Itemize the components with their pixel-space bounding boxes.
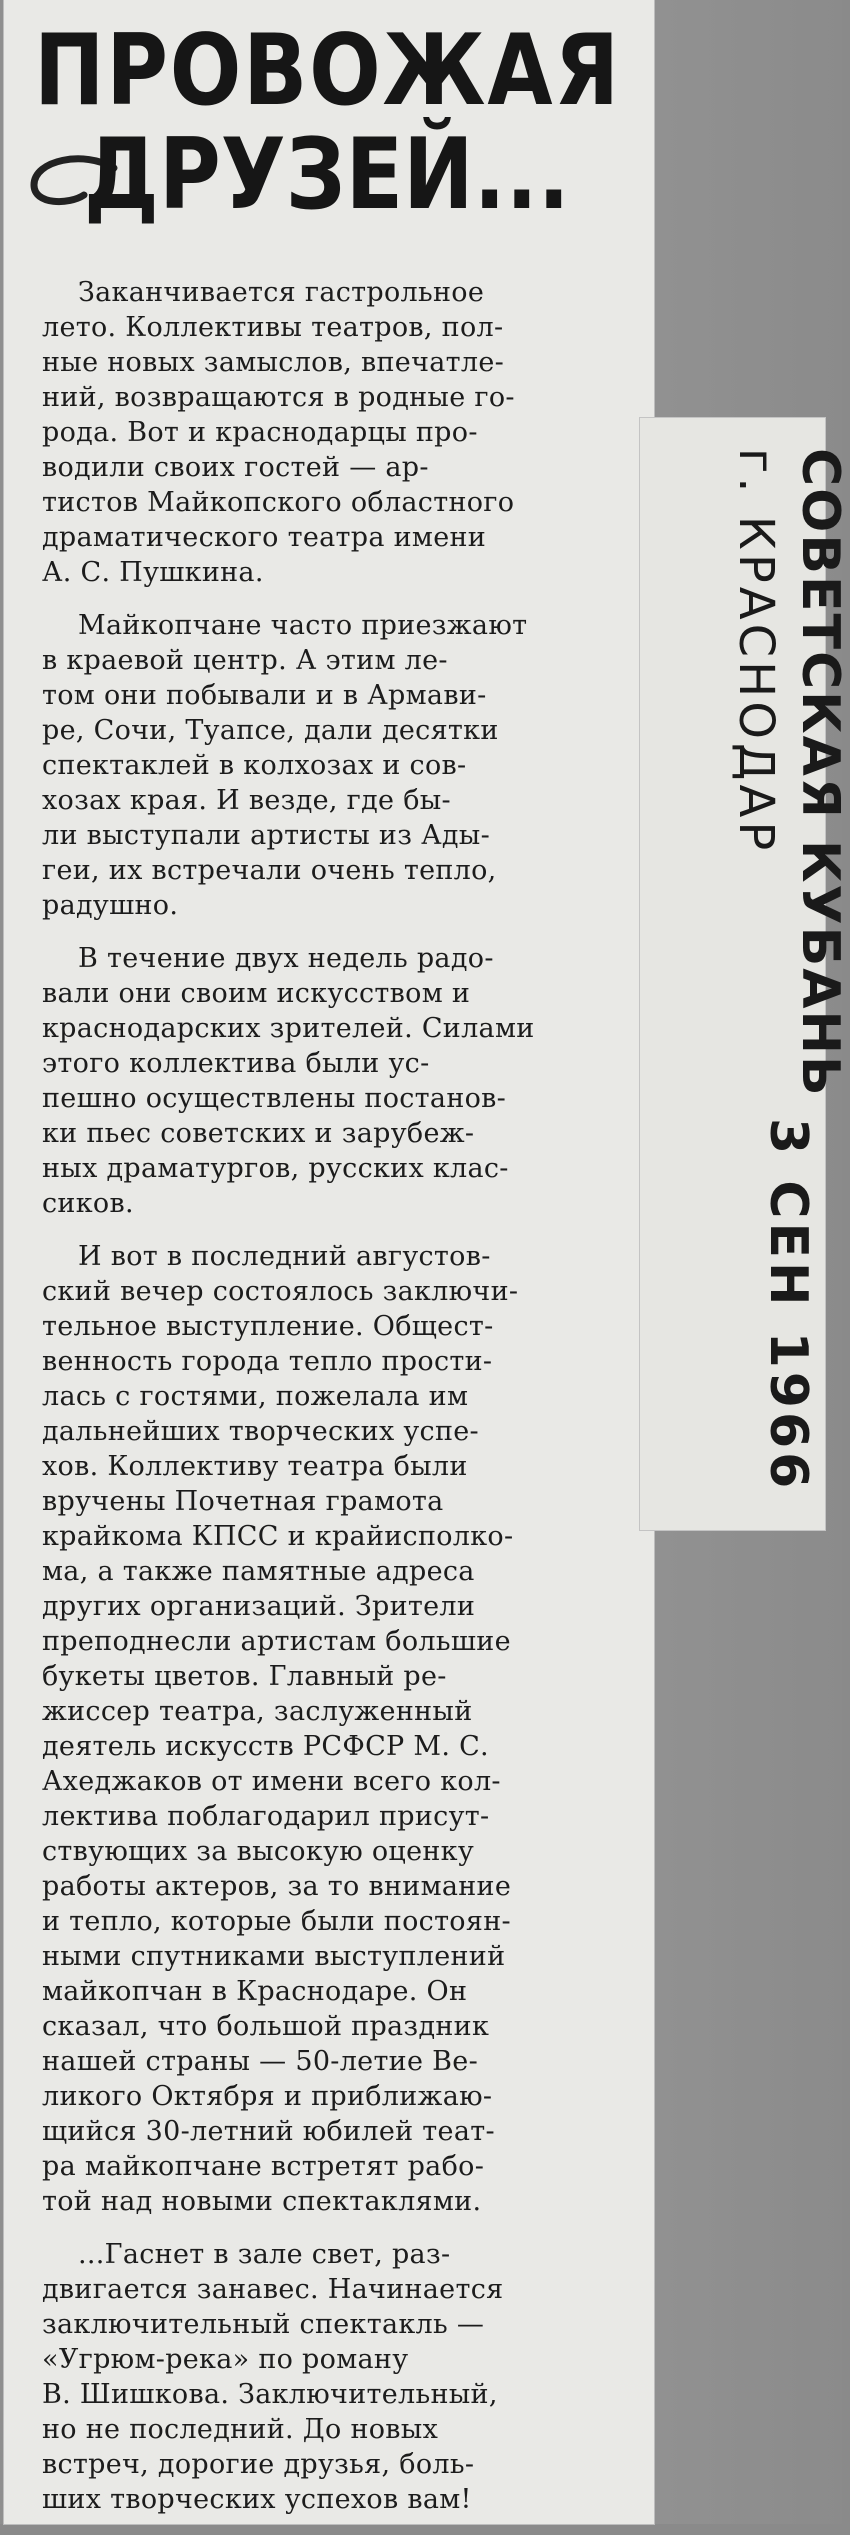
article-paragraph: Майкопчане часто приезжают в краевой центр. А этим ле- том они побывали и в Армави- ре, Сочи, Туапсе, дали десятки спектаклей в колхозах и сов- хозах края. И везде, где бы- ли выступали артисты из Ады- геи, их встречали очень тепло, радушно. (42, 610, 528, 921)
newspaper-clipping (4, 0, 654, 2524)
article-paragraph: Заканчивается гастрольное лето. Коллективы театров, пол- ные новых замыслов, впечатле- ний, возвращаются в родные го- рода. Вот и краснодарцы про- водили своих гостей — ар- тистов Майкопского областного драматического театра имени А. С. Пушкина. (42, 277, 515, 588)
article-body (42, 275, 607, 2535)
stamp-date: 3 СЕН 1966 (758, 1118, 818, 1493)
stamp-city: г. КРАСНОДАР (728, 448, 784, 855)
article-paragraph: И вот в последний августов- ский вечер состоялось заключи- тельное выступление. Общест- венность города тепло прости- лась с гостями, пожелала им дальнейших творческих успе- хов. Коллективу театра были вручены Почетная грамота крайкома КПСС и крайисполко- ма, а также памятные адреса других организаций. Зрители преподнесли артистам большие букеты цветов. Главный ре- жиссер театра, заслуженный деятель искусств РСФСР М. С. Ахеджаков от имени всего кол- лектива поблагодарил присут- ствующих за высокую оценку работы актеров, за то внимание и тепло, которые были постоян- ными спутниками выступлений майкопчан в Краснодаре. Он сказал, что большой праздник нашей страны — 50-летие Ве- ликого Октября и приближаю- щийся 30-летний юбилей теат- ра майкопчане встретят рабо- той над новыми спектаклями. (42, 1241, 519, 2217)
headline (34, 14, 621, 232)
headline-line-1: ПРОВОЖАЯ (34, 14, 621, 128)
article-paragraph: ...Гаснет в зале свет, раз- двигается занавес. Начинается заключительный спектакль — «Угрюм-река» по роману В. Шишкова. Заключительный, но не последний. До новых встреч, дорогие друзья, боль- ших творческих успехов вам! (42, 2239, 504, 2515)
article-paragraph: В течение двух недель радо- вали они своим искусством и краснодарских зрителей. Силами этого коллектива были ус- пешно осуществлены постанов- ки пьес советских и зарубеж- ных драматургов, русских клас- сиков. (42, 943, 535, 1219)
headline-line-2: ДРУЗЕЙ... (83, 118, 570, 232)
stamp-newspaper-name: СОВЕТСКАЯ КУБАНЬ (790, 448, 850, 1098)
source-stamp (640, 418, 850, 1530)
